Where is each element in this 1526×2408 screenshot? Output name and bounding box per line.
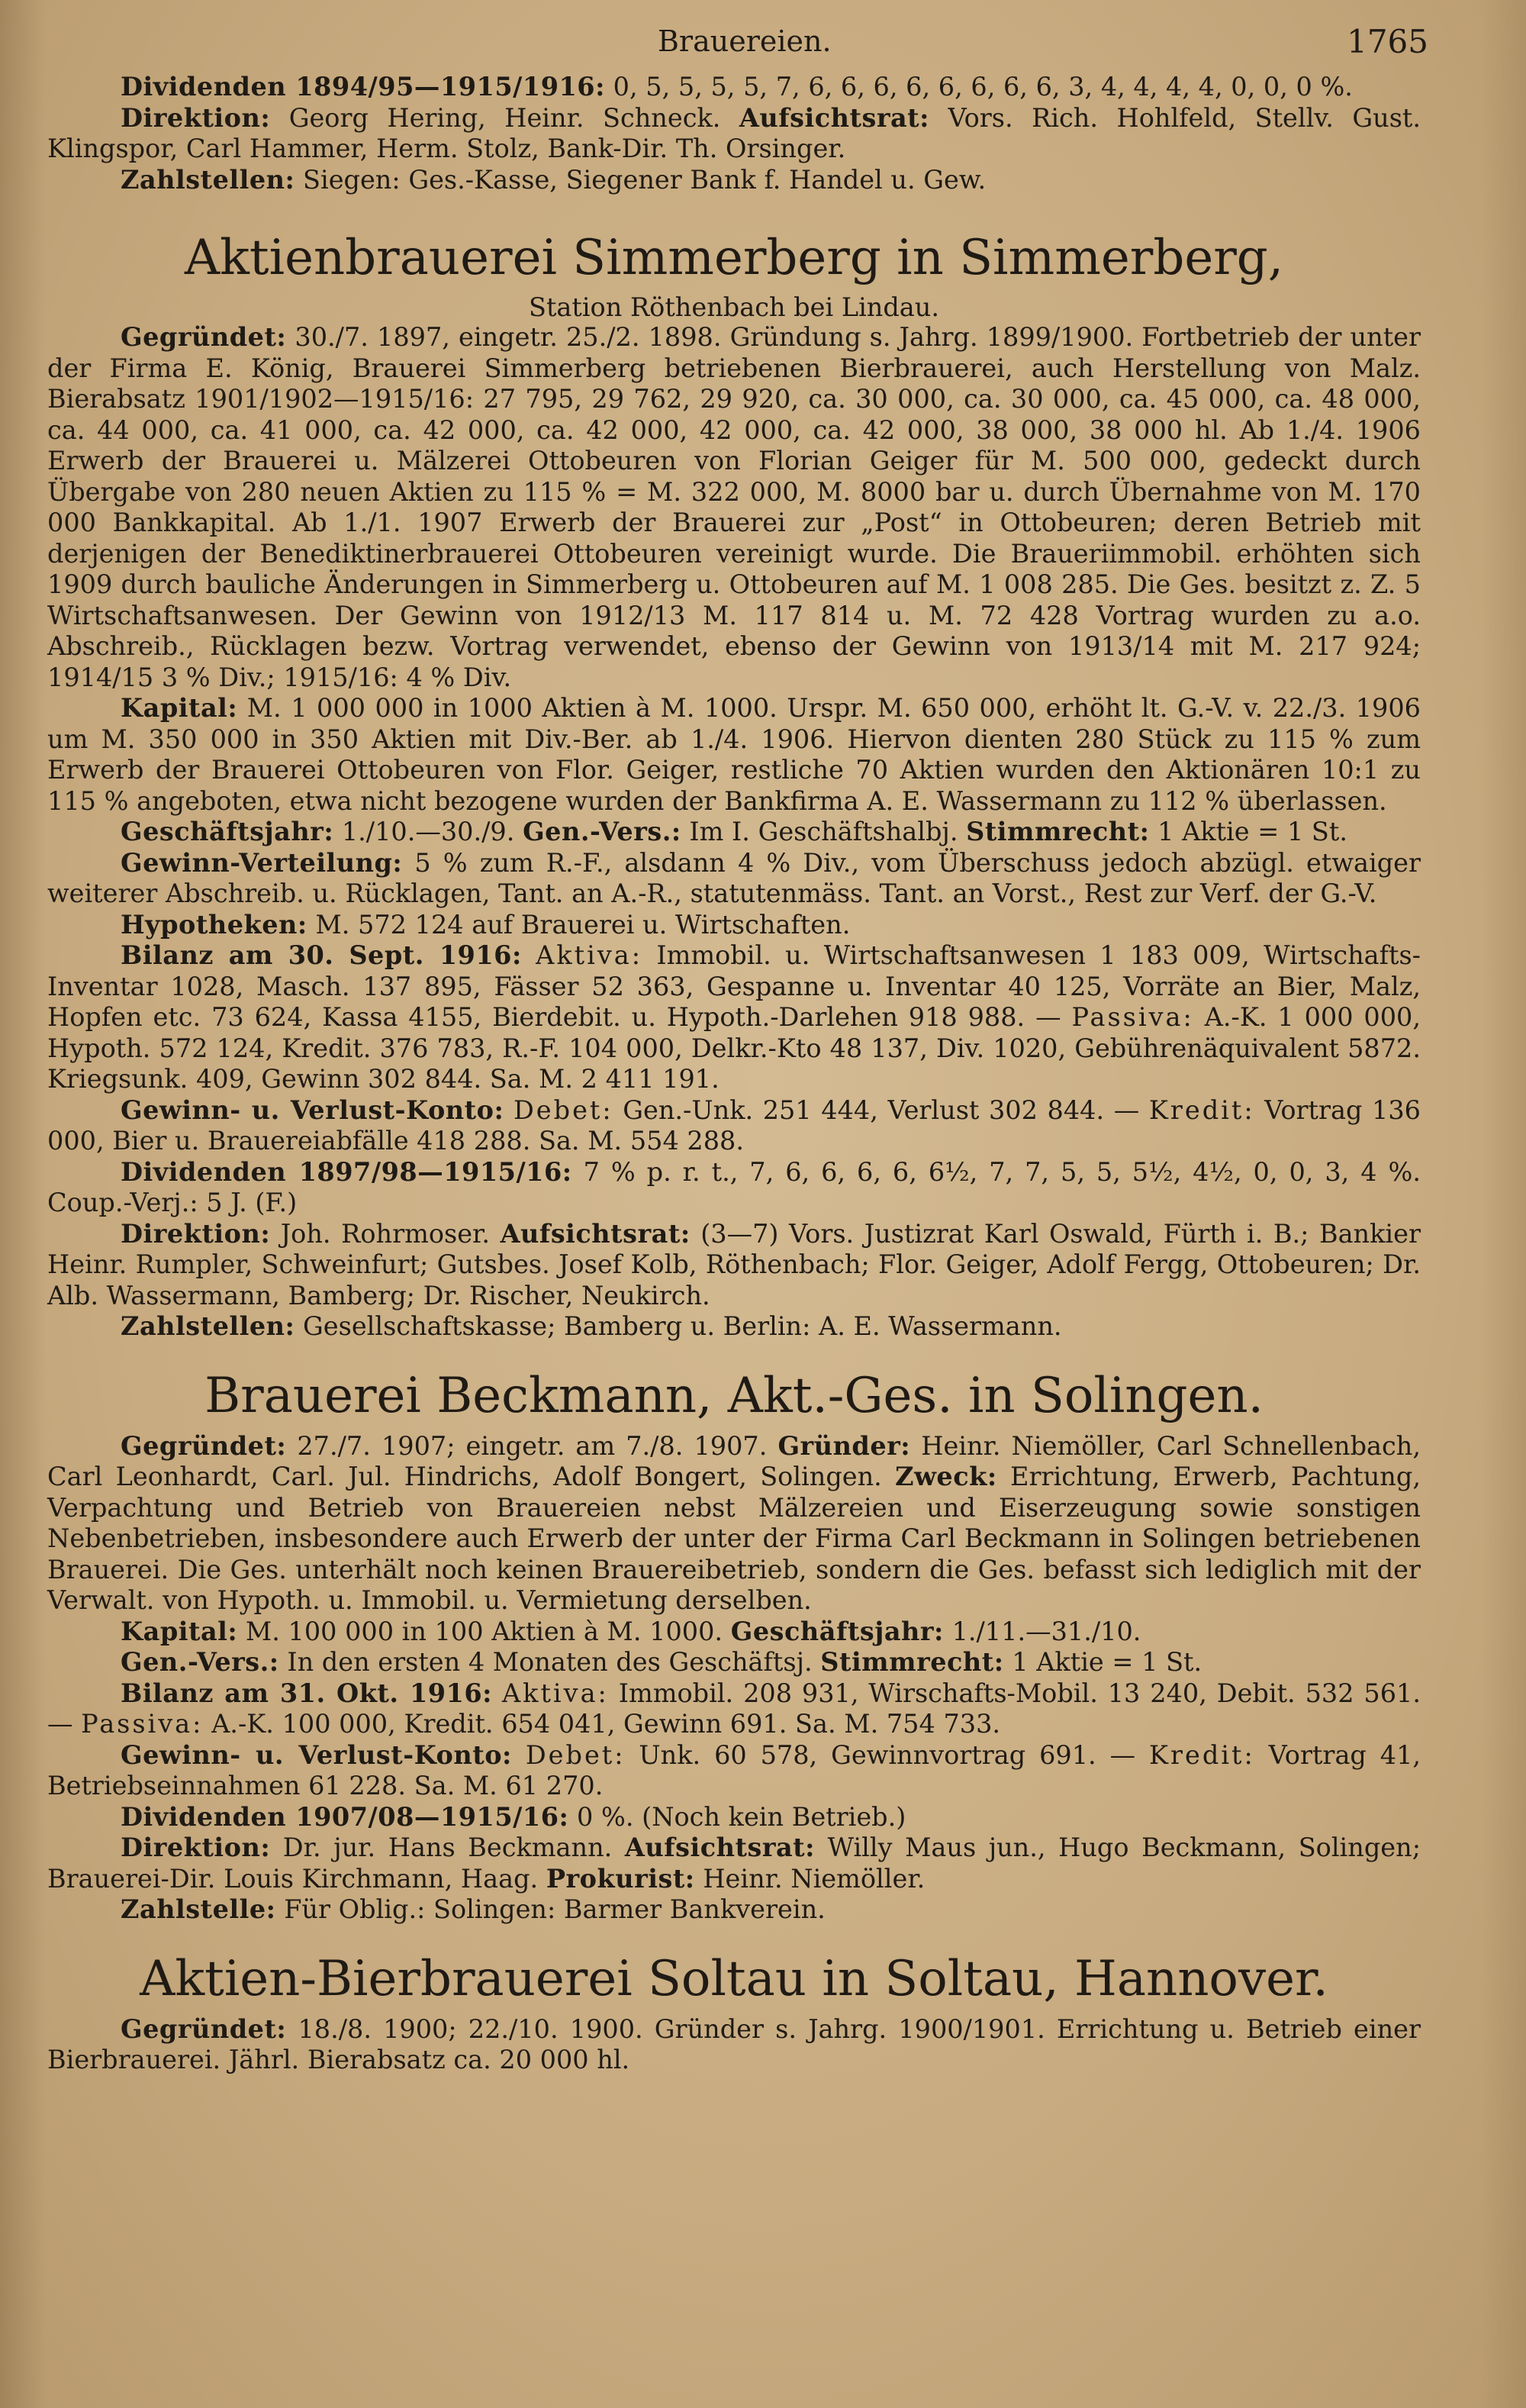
label-passiva: Passiva: — [1071, 1002, 1194, 1032]
label-kredit: Kredit: — [1148, 1739, 1255, 1770]
text-aufsichtsrat: Vors. Rich. Hohlfeld, Stellv. Gust. Klingspor, Carl Hammer, Herm. Stolz, Bank-Dir. Th. Orsinger. — [47, 102, 1421, 163]
label-kapital: Kapital: — [121, 693, 238, 723]
label-genvers: Gen.-Vers.: — [523, 817, 681, 846]
label-passiva: Passiva: — [81, 1709, 204, 1739]
label-aktiva: Aktiva: — [536, 940, 643, 970]
entry-prev-continuation — [47, 72, 1421, 195]
text-zahlstelle: Für Oblig.: Solingen: Barmer Bankverein. — [284, 1894, 826, 1924]
label-zahlstellen: Zahlstellen: — [121, 1311, 295, 1341]
page-edge-right — [1480, 0, 1526, 2408]
text-kredit: Vortrag 41, Betriebseinnahmen 61 228. Sa. M. 61 270. — [47, 1739, 1421, 1800]
text-dividenden: 0, 5, 5, 5, 5, 7, 6, 6, 6, 6, 6, 6, 6, 6, 3, 4, 4, 4, 4, 0, 0, 0 %. — [613, 72, 1353, 102]
paragraph-zahlstellen — [47, 165, 1421, 196]
page-header — [47, 15, 1428, 72]
running-title: Brauereien. — [658, 24, 832, 58]
label-gegruendet: Gegründet: — [121, 322, 287, 352]
text-hypotheken: M. 572 124 auf Brauerei u. Wirtschaften. — [315, 909, 851, 940]
label-gegruendet: Gegründet: — [121, 1430, 287, 1461]
text-direktion: Georg Hering, Heinr. Schneck. — [288, 102, 721, 133]
text-aktiva: Immobil. u. Wirtschaftsanwesen 1 183 009, Wirtschafts-Inventar 1028, Masch. 137 895, Fässer 52 363, Gespanne u. Inventar 40 125, Vorräte an Bier, Malz, Hopfen etc. 73 624, Kassa 4155, Bierdebit. u. Hypoth.-Darlehen 918 988. — — [47, 940, 1421, 1032]
label-genvers: Gen.-Vers.: — [121, 1647, 279, 1677]
label-gegruendet: Gegründet: — [121, 2013, 287, 2044]
paragraph-dividenden — [47, 72, 1421, 103]
label-kapital: Kapital: — [121, 1616, 238, 1646]
text-debet: Unk. 60 578, Gewinnvortrag 691. — — [639, 1739, 1136, 1770]
label-dividenden: Dividenden 1907/08—1915/16: — [121, 1801, 569, 1832]
text-gegruendet: 27./7. 1907; eingetr. am 7./8. 1907. — [297, 1430, 768, 1461]
paragraph-bilanz — [47, 1678, 1421, 1740]
label-aufsichtsrat: Aufsichtsrat: — [500, 1218, 691, 1249]
label-direktion: Direktion: — [121, 1833, 271, 1862]
text-kapital: M. 100 000 in 100 Aktien à M. 1000. — [245, 1616, 723, 1646]
text-prokurist: Heinr. Niemöller. — [703, 1863, 926, 1894]
label-prokurist: Prokurist: — [546, 1863, 695, 1894]
label-gruender: Gründer: — [777, 1430, 911, 1461]
text-stimmrecht: 1 Aktie = 1 St. — [1012, 1647, 1202, 1677]
label-debet: Debet: — [525, 1739, 626, 1770]
paragraph-dividenden — [47, 1157, 1421, 1219]
paragraph-direktion — [47, 1219, 1421, 1312]
text-dividenden: 7 % p. r. t., 7, 6, 6, 6, 6, 6½, 7, 7, 5, 5, 5½, 4½, 0, 0, 3, 4 %. Coup.-Verj.: 5 J. (F.) — [47, 1156, 1421, 1217]
paragraph-geschaeftsjahr — [47, 817, 1421, 848]
label-zweck: Zweck: — [895, 1462, 997, 1491]
label-hypotheken: Hypotheken: — [121, 909, 307, 940]
text-aufsichtsrat: (3—7) Vors. Justizrat Karl Oswald, Fürth i. B.; Bankier Heinr. Rumpler, Schweinfurt; Gutsbes. Josef Kolb, Röthenbach; Flor. Geiger, Adolf Fergg, Ottobeuren; Dr. Alb. Wassermann, Bamberg; Dr. Rischer, Neukirch. — [47, 1218, 1421, 1310]
label-kredit: Kredit: — [1148, 1094, 1255, 1125]
label-stimmrecht: Stimmrecht: — [966, 817, 1150, 846]
paragraph-direktion — [47, 1833, 1421, 1894]
page-number: 1765 — [1347, 23, 1428, 60]
label-stimmrecht: Stimmrecht: — [820, 1647, 1004, 1677]
label-dividenden: Dividenden 1894/95—1915/1916: — [121, 72, 605, 102]
text-genvers: In den ersten 4 Monaten des Geschäftsj. — [287, 1647, 813, 1677]
text-kredit: Vortrag 136 000, Bier u. Brauereiabfälle 418 288. Sa. M. 554 288. — [47, 1094, 1421, 1156]
paragraph-kapital — [47, 693, 1421, 817]
paragraph-gegruendet — [47, 1431, 1421, 1617]
text-zahlstellen: Siegen: Ges.-Kasse, Siegener Bank f. Handel u. Gew. — [303, 164, 987, 195]
label-dividenden: Dividenden 1897/98—1915/16: — [121, 1156, 572, 1187]
label-direktion: Direktion: — [121, 1218, 271, 1249]
text-kapital: M. 1 000 000 in 1000 Aktien à M. 1000. Urspr. M. 650 000, erhöht lt. G.-V. v. 22./3. 1906 um M. 350 000 in 350 Aktien mit Div.-Ber. ab 1./4. 1906. Hiervon dienten 280 Stück zu 115 % zum Erwerb der Brauerei Ottobeuren von Flor. Geiger, restliche 70 Aktien wurden den Aktionären 10:1 zu 115 % angeboten, etwa nicht bezogene wurden der Bankfirma A. E. Wassermann zu 112 % überlassen. — [47, 693, 1421, 816]
entry-title-simmerberg: Aktienbrauerei Simmerberg in Simmerberg, — [184, 230, 1284, 286]
paragraph-guv — [47, 1095, 1421, 1157]
text-direktion: Dr. jur. Hans Beckmann. — [282, 1833, 613, 1862]
text-debet: Gen.-Unk. 251 444, Verlust 302 844. — — [623, 1094, 1140, 1125]
label-zahlstelle: Zahlstelle: — [121, 1894, 276, 1924]
label-geschaeftsjahr: Geschäftsjahr: — [730, 1616, 944, 1646]
paragraph-genvers — [47, 1647, 1421, 1678]
entry-simmerberg — [47, 223, 1421, 1343]
label-guv: Gewinn- u. Verlust-Konto: — [121, 1739, 512, 1770]
text-passiva: A.-K. 1 000 000, Hypoth. 572 124, Kredit. 376 783, R.-F. 104 000, Delkr.-Kto 48 137, Div. 1020, Gebührenäquivalent 5872. Kriegsunk. 409, Gewinn 302 844. Sa. M. 2 411 191. — [47, 1002, 1421, 1094]
paragraph-zahlstellen — [47, 1311, 1421, 1343]
paragraph-bilanz — [47, 940, 1421, 1095]
text-zweck: Errichtung, Erwerb, Pachtung, Verpachtung und Betrieb von Brauereien nebst Mälzereien und Eiserzeugung sowie sonstigen Nebenbetrieben, insbesondere auch Erwerb der unter der Firma Carl Beckmann in Solingen betriebenen Brauerei. Die Ges. unterhält noch keinen Brauereibetrieb, sondern die Ges. befasst sich lediglich mit der Verwalt. von Hypoth. u. Immobil. u. Vermietung derselben. — [47, 1462, 1421, 1615]
text-genvers: Im I. Geschäftshalbj. — [689, 817, 958, 846]
label-aufsichtsrat: Aufsichtsrat: — [739, 102, 930, 133]
label-aktiva: Aktiva: — [501, 1678, 609, 1708]
label-aufsichtsrat: Aufsichtsrat: — [624, 1833, 816, 1862]
page-edge-left — [0, 0, 46, 2408]
paragraph-gegruendet — [47, 2014, 1421, 2076]
label-debet: Debet: — [513, 1094, 613, 1125]
text-dividenden: 0 %. (Noch kein Betrieb.) — [577, 1801, 906, 1832]
text-direktion: Joh. Rohrmoser. — [280, 1218, 491, 1249]
paragraph-dividenden — [47, 1802, 1421, 1833]
label-bilanz: Bilanz am 31. Okt. 1916: — [121, 1678, 493, 1708]
station-line: Station Röthenbach bei Lindau. — [529, 292, 939, 322]
entry-soltau — [47, 1944, 1421, 2076]
paragraph-gegruendet — [47, 322, 1421, 693]
document-page — [47, 15, 1428, 2076]
label-geschaeftsjahr: Geschäftsjahr: — [121, 817, 334, 846]
entry-title-soltau: Aktien-Bierbrauerei Soltau in Soltau, Hannover. — [140, 1950, 1328, 2007]
text-gewinnverteilung: 5 % zum R.-F., alsdann 4 % Div., vom Überschuss jedoch abzügl. etwaiger weiterer Abschreib. u. Rücklagen, Tant. an A.-R., statutenmäss. Tant. an Vorst., Rest zur Verf. der G.-V. — [47, 847, 1421, 908]
paragraph-zahlstelle — [47, 1894, 1421, 1926]
paragraph-hypotheken — [47, 910, 1421, 941]
text-gegruendet: 18./8. 1900; 22./10. 1900. Gründer s. Jahrg. 1900/1901. Errichtung u. Betrieb einer Bierbrauerei. Jährl. Bierabsatz ca. 20 000 hl. — [47, 2013, 1421, 2074]
entry-title-beckmann: Brauerei Beckmann, Akt.-Ges. in Solingen. — [204, 1367, 1264, 1424]
label-gewinnverteilung: Gewinn-Verteilung: — [121, 847, 403, 878]
paragraph-guv — [47, 1740, 1421, 1802]
paragraph-kapital — [47, 1617, 1421, 1648]
text-aktiva: Immobil. 208 931, Wirschafts-Mobil. 13 240, Debit. 532 561. — — [47, 1678, 1421, 1739]
label-bilanz: Bilanz am 30. Sept. 1916: — [121, 940, 522, 970]
text-passiva: A.-K. 100 000, Kredit. 654 041, Gewinn 691. Sa. M. 754 733. — [211, 1709, 1001, 1739]
label-guv: Gewinn- u. Verlust-Konto: — [121, 1094, 504, 1125]
label-zahlstellen: Zahlstellen: — [121, 164, 295, 195]
label-direktion: Direktion: — [121, 102, 271, 133]
paragraph-direktion — [47, 103, 1421, 165]
text-gegruendet: 30./7. 1897, eingetr. 25./2. 1898. Gründung s. Jahrg. 1899/1900. Fortbetrieb der unter der Firma E. König, Brauerei Simmerberg betriebenen Bierbrauerei, auch Herstellung von Malz. Bierabsatz 1901/1902—1915/16: 27 795, 29 762, 29 920, ca. 30 000, ca. 30 000, ca. 45 000, ca. 48 000, ca. 44 000, ca. 41 000, ca. 42 000, ca. 42 000, 42 000, ca. 42 000, 38 000, 38 000 hl. Ab 1./4. 1906 Erwerb der Brauerei u. Mälzerei Ottobeuren von Florian Geiger für M. 500 000, gedeckt durch Übergabe von 280 neuen Aktien zu 115 % = M. 322 000, M. 8000 bar u. durch Übernahme von M. 170 000 Bankkapital. Ab 1./1. 1907 Erwerb der Brauerei zur „Post“ in Ottobeuren; deren Betrieb mit derjenigen der Benediktinerbrauerei Ottobeuren vereinigt wurde. Die Braueriimmobil. erhöhten sich 1909 durch bauliche Änderungen in Simmerberg u. Ottobeuren auf M. 1 008 285. Die Ges. besitzt z. Z. 5 Wirtschaftsanwesen. Der Gewinn von 1912/13 M. 117 814 u. M. 72 428 Vortrag wurden zu a.o. Abschreib., Rücklagen bezw. Vortrag verwendet, ebenso der Gewinn von 1913/14 mit M. 217 924; 1914/15 3 % Div.; 1915/16: 4 % Div. — [47, 322, 1421, 692]
text-gruender: Heinr. Niemöller, Carl Schnellenbach, Carl Leonhardt, Carl. Jul. Hindrichs, Adolf Bongert, Solingen. — [47, 1430, 1421, 1491]
text-stimmrecht: 1 Aktie = 1 St. — [1157, 817, 1347, 846]
text-geschaeftsjahr: 1./11.—31./10. — [951, 1616, 1141, 1646]
paragraph-gewinnverteilung — [47, 848, 1421, 910]
text-zahlstellen: Gesellschaftskasse; Bamberg u. Berlin: A. E. Wassermann. — [303, 1311, 1062, 1341]
entry-beckmann — [47, 1361, 1421, 1926]
text-aufsichtsrat: Willy Maus jun., Hugo Beckmann, Solingen; Brauerei-Dir. Louis Kirchmann, Haag. — [47, 1833, 1421, 1894]
text-geschaeftsjahr: 1./10.—30./9. — [341, 817, 515, 846]
